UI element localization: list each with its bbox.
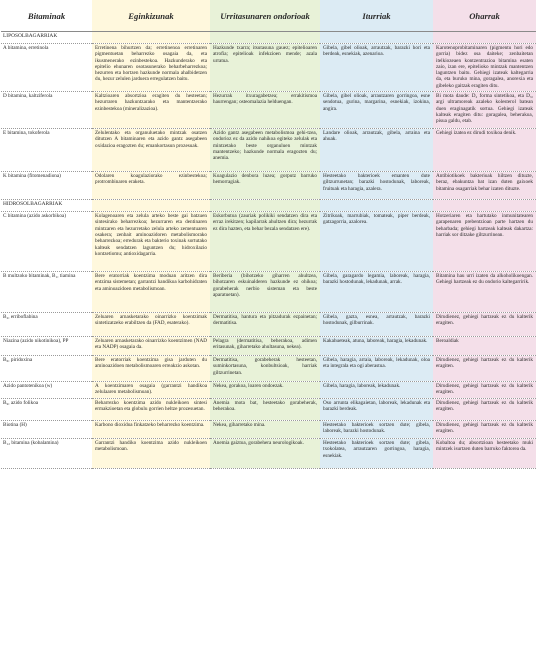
table-row: [1, 337, 536, 356]
function-cell: Zeluaren arnasketarako oinarrizko koentzimak sintetizatzeko erabiltzen da (FAD, esaterako).: [92, 313, 210, 337]
note-cell: Dirudienez, gehiegi hartzeak ez du kalterik eragiten.: [433, 382, 536, 399]
section-hydrosoluble-cell: [320, 200, 433, 212]
note-cell: Bitamina hau urri izaten da alkoholikoengan. Gehiegi hartzeak ez du ondorio kaltegarririk.: [433, 272, 536, 313]
section-hydrosoluble-cell: [92, 200, 210, 212]
note-cell: Dirudienez, gehiegi hartzeak ez du kalterik eragiten.: [433, 421, 536, 439]
vitamin-name: C bitamina (azido askorbikoa): [1, 212, 92, 272]
function-cell: Bere eratorriak koentzima gisa jarduten du aminoazidoen metabolismoaren erreakzio askotan.: [92, 356, 210, 382]
deficiency-cell: Anemia mota bat, hesteetako gorabeherak, beherakoa.: [210, 399, 320, 421]
deficiency-cell: Beriberia (bihotzeko giharren ahultzea, bihotzaren eskuinalderen hazkunde ez ohikoa; gorabeherak nerbio sisteman eta beste aparatuetan).: [210, 272, 320, 313]
vitamin-name: B₆, piridoxina: [1, 356, 92, 382]
source-cell: Gibela, garagardo legamia, laboreak, haragia, barazki hostodunak, lekadunak, arrak.: [320, 272, 433, 313]
section-liposoluble-cell: [320, 32, 433, 44]
function-cell: Kolagenoaren eta zelula arteko beste gai batzuen sintesirako beharrezkoa; hezurraren eta dentinaren mintzaren eta hezurretako zelula arteko zementuaren osakera; zenbait aminoazidoren metabolismorako beharrezkoa; erredurak eta bakterio toxinak sortutako kalteak sendatzen laguntzen du; hidroxilazio kontzetiomu; antioxidagarria.: [92, 212, 210, 272]
header-vitamins: Bitaminak: [1, 0, 92, 32]
deficiency-cell: Koagulazio denbora luzea; gorputz barruko hemorragiak.: [210, 172, 320, 200]
table-row: [1, 129, 536, 172]
vitamin-name: Biotina (H): [1, 421, 92, 439]
table-row: [1, 421, 536, 439]
function-cell: Beharrezko koentzima azido nukleikoen sintesi ermakzioetan eta globulu gorrien heltze prozesuetan.: [92, 399, 210, 421]
header-deficiency: Urritasunaren ondorioak: [210, 0, 320, 32]
header-notes: Oharrak: [433, 0, 536, 32]
section-liposoluble-label: LIPOSOLBAGARRIAK: [1, 32, 92, 44]
vitamin-name: B₂, erriboflabina: [1, 313, 92, 337]
header-row: [1, 0, 536, 32]
section-hydrosoluble-cell: [433, 200, 536, 212]
source-cell: Oso arrunta elikagaietan, laboreak, lekadunak eta barazki berdeak.: [320, 399, 433, 421]
source-cell: Gibela, haragia, laboreak, lekadunak.: [320, 382, 433, 399]
table-row: [1, 439, 536, 469]
header-sources: Iturriak: [320, 0, 433, 32]
note-cell: Dirudienez, gehiegi hartzeak ez du kalterik eragiten.: [433, 356, 536, 382]
note-cell: Kobaltoa du; absortzioan hesteetako muki mintzek isurtzen duten barruko faktorea da.: [433, 439, 536, 469]
table-row: [1, 399, 536, 421]
note-cell: Karotenoprobitaminaren (pigmentu hori edo gorria) bidez osa daiteke; zenbaitetan itelkiozeaen kontzentrazioa bitamina esaten zaio, izan ere, epitelioko mintzak mantentzen laguntzen baitu. Gehiegi izateak kaltegarria da, eta buruko mina, goragalea, anorexia eta gibeleko gaitzak eragiten ditu.: [433, 44, 536, 92]
table-row: [1, 212, 536, 272]
note-cell: Hotzeriaren eta hartutako inmunitatearen garapenaren prebentzioan parte hartzen du beharbada; gehiegi hartzeak kalteak dakartza: harriak sor ditzake giltzurrinean.: [433, 212, 536, 272]
function-cell: Odolaren koagulaziorako ezinbestekoa; protrombinaren eraketa.: [92, 172, 210, 200]
deficiency-cell: Dermatitisa, hantura eta pitzadurak ezpainetan; dermatitisa.: [210, 313, 320, 337]
deficiency-cell: Eskorbutoa (zauriak polikiki sendatzen dira eta erraz irekitzen; kapilarrak ahultzen dira; hezurrak ez dira hazten, eta behar bezala sendatzen ere).: [210, 212, 320, 272]
deficiency-cell: Nekea, gorakoa, loaren ondoezak.: [210, 382, 320, 399]
function-cell: A koentzimaren osagaia (garrantzi handikoa zelulaaren metabolismoan).: [92, 382, 210, 399]
source-cell: Gibela, gazta, esnea, arrautzak, barazki hostodunak, gilburrinak.: [320, 313, 433, 337]
function-cell: Zelulentako eta organuluetako mintzak osatzen ditutzen A bitaminaren eta azido gantz asegabeen oxidazioa eragozten du; emankortasun prozesuak.: [92, 129, 210, 172]
vitamin-name: B₉, azido folikoa: [1, 399, 92, 421]
vitamin-name: Niazina (azido nikotinikoa), PP: [1, 337, 92, 356]
note-cell: Gehiegi izatea ez dirudi toxikoa denik.: [433, 129, 536, 172]
note-cell: Dirudienez, gehiegi hartzeak ez du kalterik eragiten.: [433, 313, 536, 337]
deficiency-cell: Anemia gaiztoa, gorabehera neurologikoak.: [210, 439, 320, 469]
table-row: [1, 382, 536, 399]
function-cell: Erretinena bihurtzen da; erretinenoa erretinaren pigmentuetan beharrezko osagaia da, eta ikusmenerako ezinbestekoa. Hazkunderako eta epitelio ehunaren osotasunerako beharbeharrezkoa; hezurren eta hortzen hazkunde normala ahalbidetzen du, hezur zelulen jarduera erregulatzen baitu.: [92, 44, 210, 92]
vitamin-name: A bitamina, erretinola: [1, 44, 92, 92]
function-cell: Bere eratorriak koentzima moduan aritzen dira entzima sistemetan; garrantzi handikoa karbohidraten eta aminoazidoen metabolismoan.: [92, 272, 210, 313]
source-cell: Landare olioak, arrautzak, gibela, arraina eta ahuak.: [320, 129, 433, 172]
section-liposoluble-cell: [92, 32, 210, 44]
deficiency-cell: Azido gantz asegabeen metabolismoa gehi-tzea, ondorioz ez da azido nahikoa egiteko zelulak eta mintzetako beste organuluen mintzak mantentzeko; hazkunde normala eragozten du; anemia.: [210, 129, 320, 172]
table-row: [1, 313, 536, 337]
source-cell: Gibela, haragia, arraia, laboreak, lekadunak, oloa eta integrala eta ogi aberastua.: [320, 356, 433, 382]
table-row: [1, 172, 536, 200]
function-cell: Kaltzioaren absortzioa eragiten du hesteetan; hezurraren hazkuntzarako eta mantentzerako ezinbestekoa (mineralizazioa).: [92, 92, 210, 129]
deficiency-cell: Pelagra (dermatitisa, beherakoa, adimen eritasunak, giharretako ahultasuna, nekea).: [210, 337, 320, 356]
section-liposoluble-cell: [210, 32, 320, 44]
source-cell: Hesteetako bakterioek sortzen dute; gibela, txokolatea, arrautzaren gorringoa, haragia, esnekiak.: [320, 439, 433, 469]
vitamin-name: B multzoko bitaminak, B₁, tiamina: [1, 272, 92, 313]
deficiency-cell: Nekea, giharretako mina.: [210, 421, 320, 439]
vitamin-name: E bitamina, tokoferola: [1, 129, 92, 172]
section-hydrosoluble-label: HIDROSOLBAGARRIAK: [1, 200, 92, 212]
section-hydrosoluble-cell: [210, 200, 320, 212]
vitamin-name: B₁₂ bitamina (kobalamina): [1, 439, 92, 469]
vitamin-name: D bitamina, kaltziferola: [1, 92, 92, 129]
source-cell: Hesteetako bakterioek sortzen dute; gibela, laboreak, barazki hostodunak.: [320, 421, 433, 439]
section-liposoluble: [1, 32, 536, 44]
vitamins-table: [1, 0, 536, 469]
section-liposoluble-cell: [433, 32, 536, 44]
source-cell: Zitrikoak, marrubiak, tomateak, piper berdeak, gatzagorria, azalorea.: [320, 212, 433, 272]
function-cell: Zeluaren arnasketarako oinarrizko koentzimen (NAD eta NADP) osagaia da.: [92, 337, 210, 356]
source-cell: Gibela, gibel olioak, arrautzaren gorringoa, esne sendotua, gurina, margarina, esnekiak, izokina, angira.: [320, 92, 433, 129]
note-cell: Antibiotikoek bakterioak hiltzen dituzte, beraz, ebakuntza bat izan duten gaixoek bitamina osagarriak behar izaten dituzte.: [433, 172, 536, 200]
note-cell: Bi mota daude: D₂ forma sintetikoa, eta D₃, argi ultramoreak azaleko kolesterol batean duen eraginagatik sortua. Gehiegi izateak kalteak eragiten ditu: goragalea, beherakoa, pisua galdu, etab.: [433, 92, 536, 129]
table-row: [1, 92, 536, 129]
note-cell: Dirudienez, gehiegi hartzeak ez du kalterik eragiten.: [433, 399, 536, 421]
source-cell: Gibela, gibel olioak, arrautzak, barazki hori eta berdeak, esnekiak, azenarioa.: [320, 44, 433, 92]
vitamin-name: Azido pantotenikoa (w): [1, 382, 92, 399]
section-hydrosoluble: [1, 200, 536, 212]
vitamin-name: K bitamina (fitomenadiona): [1, 172, 92, 200]
source-cell: Kakahueteak, atuna, laboreak, haragia, lekadunak.: [320, 337, 433, 356]
table-row: [1, 356, 536, 382]
source-cell: Hesteetako bakterioek emanten dute giltzurrunetan; barazki hostodunak, laboreak, fruituak eta haragia, azalera.: [320, 172, 433, 200]
header-functions: Eginkizunak: [92, 0, 210, 32]
deficiency-cell: Hazkunde txarra; itsutasuna gauez; epitelioaren atrofia; epitelioak infekzioen mende; azala urratua.: [210, 44, 320, 92]
note-cell: Beroaldiak: [433, 337, 536, 356]
table-row: [1, 44, 536, 92]
deficiency-cell: Dermatitisa, gorabeherak hesteetan, suminkortasuna, konbultsioak, harriak giltzurrinetan.: [210, 356, 320, 382]
function-cell: Garrantzi handiko koentzima azido nukleikoen metabolismoan.: [92, 439, 210, 469]
function-cell: Karbono dioxidoa finkatzeko beharrezko koentzima.: [92, 421, 210, 439]
deficiency-cell: Hezurrak itxuragabetzea; errakitismoa haurrengan; osteomalazia helduengan.: [210, 92, 320, 129]
table-row: [1, 272, 536, 313]
